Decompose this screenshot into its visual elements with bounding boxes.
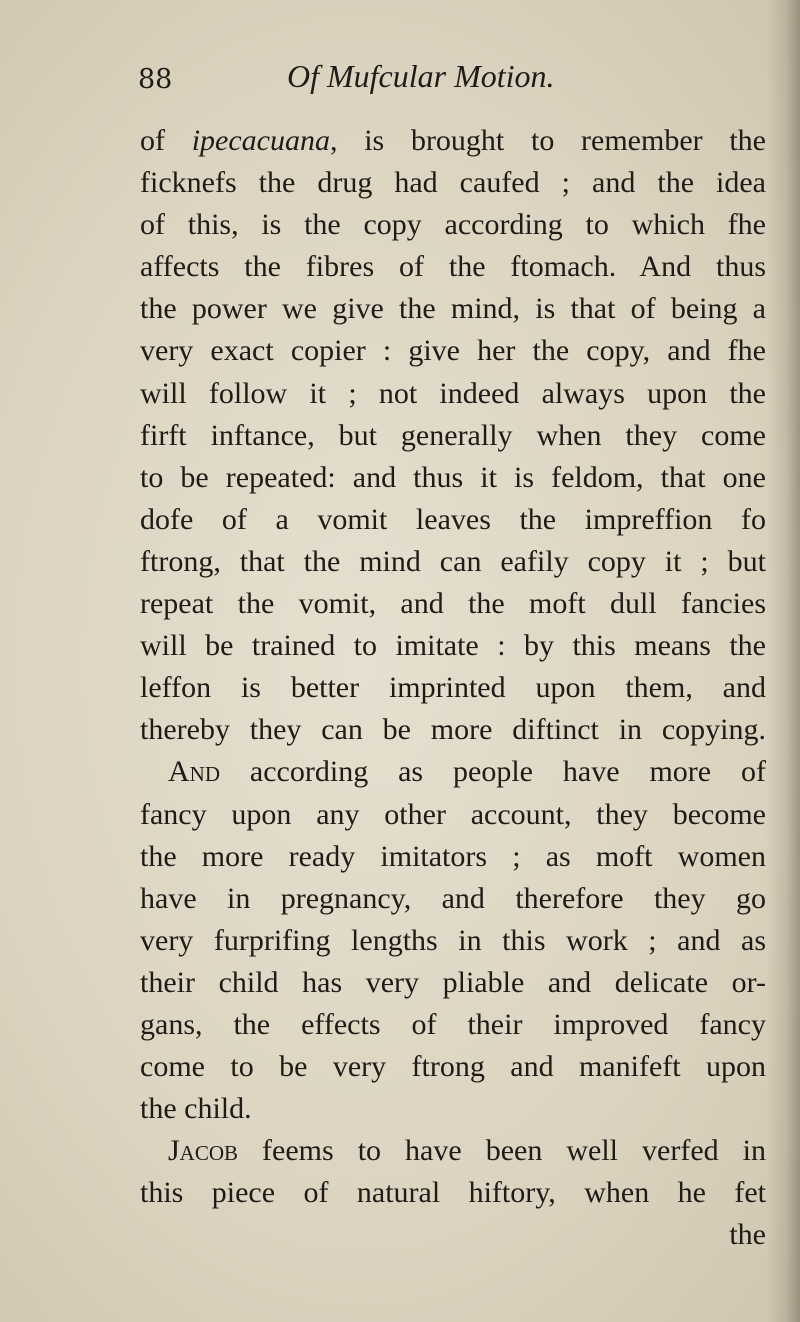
- page-edge-shadow: [766, 0, 800, 1322]
- text-line: ftrong, that the mind can eafily copy it ; but: [140, 544, 766, 578]
- text-line: have in pregnancy, and therefore they go: [140, 881, 766, 915]
- text-line: very furprifing lengths in this work ; and as: [140, 923, 766, 957]
- text-line: of this, is the copy according to which fhe: [140, 208, 766, 242]
- text-line: come to be very ftrong and manifeft upon: [140, 1050, 766, 1084]
- text-line: repeat the vomit, and the moft dull fancies: [140, 587, 766, 621]
- text-line: will be trained to imitate : by this means the: [140, 629, 766, 663]
- text-line: of ipecacuana, is brought to remember the: [140, 124, 766, 157]
- text-line: this piece of natural hiftory, when he fet: [140, 1176, 766, 1210]
- text-line: firft inftance, but generally when they come: [140, 418, 766, 452]
- text-line: thereby they can be more diftinct in copying.: [140, 713, 766, 747]
- text-line: their child has very pliable and delicate or-: [140, 965, 766, 999]
- text-line: ficknefs the drug had caufed ; and the idea: [140, 166, 766, 200]
- text-line: to be repeated: and thus it is feldom, that one: [140, 460, 766, 494]
- text-line: Jacob feems to have been well verfed in: [168, 1134, 766, 1168]
- italic-term: ipecacuana: [191, 124, 330, 157]
- body-text: [140, 120, 766, 1257]
- text-line: leffon is better imprinted upon them, and: [140, 671, 766, 705]
- text-line: the child.: [140, 1092, 252, 1126]
- text-line: will follow it ; not indeed always upon the: [140, 376, 766, 410]
- text-line: the more ready imitators ; as moft women: [140, 839, 766, 873]
- text-line: dofe of a vomit leaves the impreffion fo: [140, 502, 766, 536]
- text-line: And according as people have more of: [168, 755, 766, 789]
- running-title: Of Mufcular Motion.: [287, 58, 555, 94]
- small-caps-word: Jacob: [168, 1134, 239, 1168]
- catchword: the: [729, 1218, 766, 1252]
- text-line: affects the fibres of the ftomach. And thus: [140, 250, 766, 284]
- text-line: very exact copier : give her the copy, and fhe: [140, 334, 766, 368]
- text-line: the power we give the mind, is that of being a: [140, 292, 766, 326]
- text-line: fancy upon any other account, they become: [140, 797, 766, 831]
- small-caps-word: And: [168, 755, 220, 789]
- page-number: 88: [138, 64, 173, 95]
- text-line: gans, the effects of their improved fancy: [140, 1007, 766, 1041]
- page-header: [0, 58, 800, 108]
